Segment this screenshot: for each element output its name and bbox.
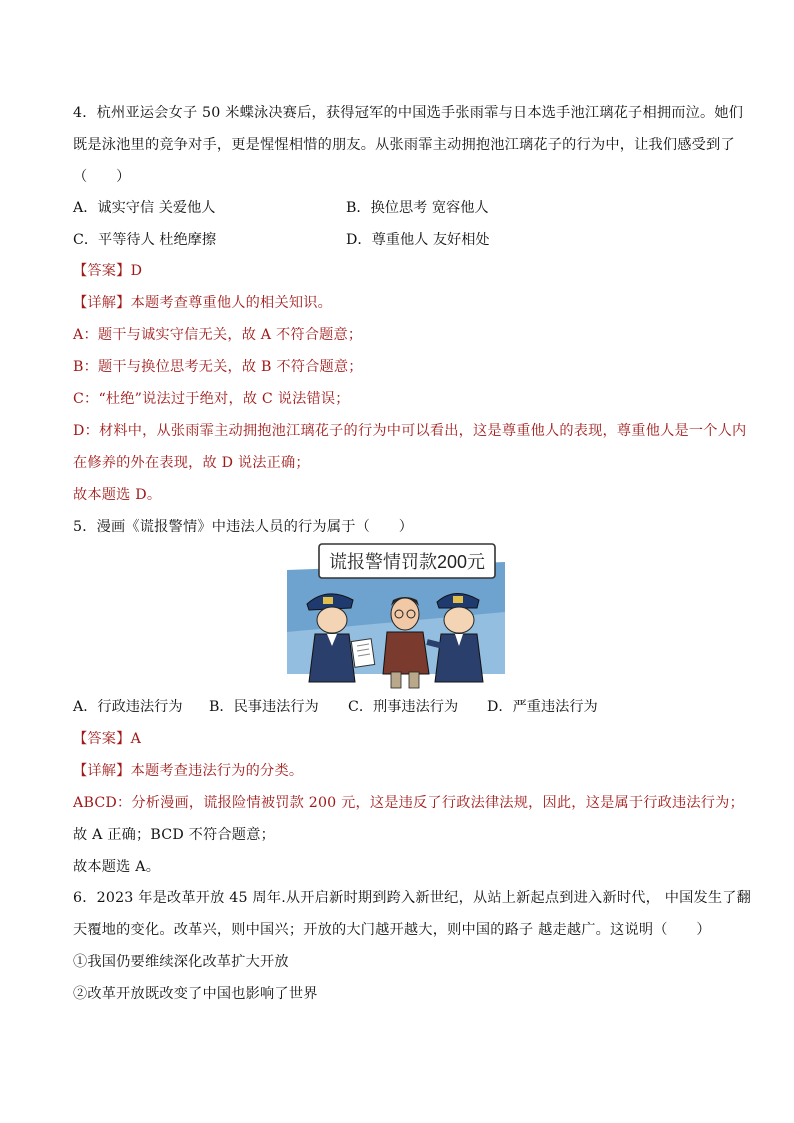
q5-option-c: C．刑事违法行为 [348,699,459,715]
q4-answer [73,261,142,281]
q4-answer-value: D [130,263,143,279]
q5-option-b: B．民事违法行为 [209,699,319,715]
q4-conclusion: 故本题选 D。 [73,487,162,503]
q4-analysis-d-line-2: 在修养的外在表现，故 D 说法正确； [73,455,310,471]
q4-stem-line-3: （ ） [73,169,131,185]
q6-stem-line-2: 天覆地的变化。改革兴，则中国兴；开放的大门越开越大，则中国的路子 越走越广。这说明（ ） [73,922,711,938]
q4-stem-line-1: 4．杭州亚运会女子 50 米蝶泳决赛后，获得冠军的中国选手张雨霏与日本选手池江璃花子相拥而泣。她们 [73,105,744,121]
q6-item-1: ①我国仍要维续深化改革扩大开放 [73,954,289,970]
q4-analysis-a: A：题干与诚实守信无关，故 A 不符合题意； [73,327,363,343]
q5-detail [73,761,303,781]
q5-detail-text: 本题考查违法行为的分类。 [130,763,304,779]
q6-stem-line-1: 6．2023 年是改革开放 45 周年.从开启新时期到跨入新世纪，从站上新起点到进入新时代， 中国发生了翻 [73,890,752,906]
q4-option-c: C．平等待人 杜绝摩擦 [73,232,217,248]
q4-answer-tag: 【答案】 [73,263,131,279]
q5-stem: 5．漫画《谎报警情》中违法人员的行为属于（ ） [73,519,414,535]
q5-detail-tag: 【详解】 [73,763,131,779]
q5-conclusion: 故本题选 A。 [73,859,161,875]
q4-detail-text: 本题考查尊重他人的相关知识。 [130,295,332,311]
q4-analysis-d-line-1: D：材料中，从张雨霏主动拥抱池江璃花子的行为中可以看出，这是尊重他人的表现，尊重他人是一个人内 [73,423,747,439]
q5-answer [73,729,141,749]
q4-detail-tag: 【详解】 [73,295,131,311]
q4-stem-line-2: 既是泳池里的竞争对手，更是惺惺相惜的朋友。从张雨霏主动拥抱池江璃花子的行为中，让我们感受到了 [73,137,735,153]
q4-analysis-c: C：“杜绝”说法过于绝对，故 C 说法错误； [73,391,350,407]
q5-analysis-line-2: 故 A 正确；BCD 不符合题意； [73,827,275,843]
q4-detail [73,293,332,313]
q5-answer-value: A [130,731,142,747]
cartoon-caption: 谎报警情罚款200元 [328,552,486,572]
q4-option-a: A．诚实守信 关爱他人 [73,200,216,216]
q4-option-d: D．尊重他人 友好相处 [346,232,490,248]
q5-option-a: A．行政违法行为 [73,699,183,715]
q5-option-d: D．严重违法行为 [487,699,598,715]
q6-item-2: ②改革开放既改变了中国也影响了世界 [73,986,318,1002]
q5-answer-tag: 【答案】 [73,731,131,747]
q4-option-b: B．换位思考 宽容他人 [346,200,489,216]
q5-analysis-line-1: ABCD：分析漫画，谎报险情被罚款 200 元，这是违反了行政法律法规，因此，这是属于行政违法行为； [73,795,744,811]
q4-analysis-b: B：题干与换位思考无关，故 B 不符合题意； [73,359,363,375]
cartoon-false-alarm-image [287,542,505,690]
